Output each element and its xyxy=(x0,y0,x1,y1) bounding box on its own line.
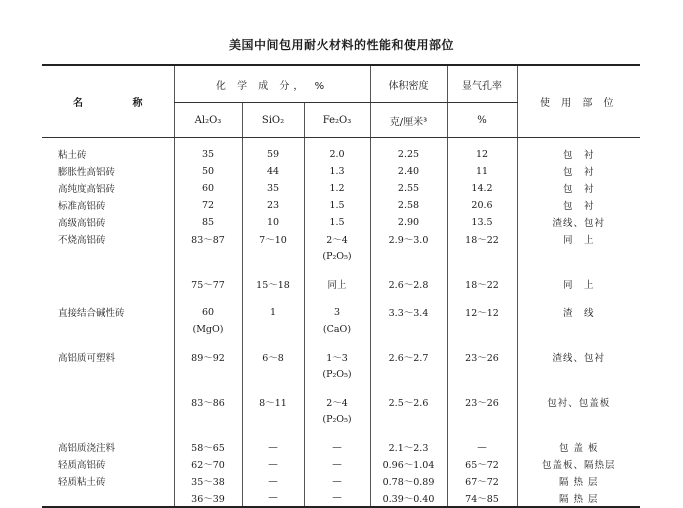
cell-usage: 渣 线 xyxy=(517,304,640,321)
cell-porosity: 23～26 xyxy=(447,394,517,411)
cell-al2o3: 89～92 xyxy=(174,349,242,366)
cell-sio2: — xyxy=(242,456,304,473)
cell-porosity xyxy=(447,248,517,265)
cell-fe2o3: 2.0 xyxy=(304,146,370,163)
header-chem: 化 学 成 分， % xyxy=(174,65,370,103)
cell-density: 2.90 xyxy=(370,214,447,231)
cell-name: 高级高铝砖 xyxy=(58,218,106,229)
cell-name xyxy=(42,248,174,265)
cell-density xyxy=(370,366,447,383)
table-row xyxy=(42,366,640,383)
cell-al2o3: 72 xyxy=(174,197,242,214)
header-density: 体积密度 xyxy=(370,65,447,103)
cell-al2o3: 35 xyxy=(174,146,242,163)
cell-name xyxy=(42,411,174,428)
header-name-right: 称 xyxy=(132,98,143,109)
cell-usage xyxy=(517,248,640,265)
cell-name: 标准高铝砖 xyxy=(58,201,106,212)
cell-sio2: 6～8 xyxy=(242,349,304,366)
table-row xyxy=(42,349,640,366)
cell-sio2: 7～10 xyxy=(242,231,304,248)
cell-usage: 包 衬 xyxy=(517,163,640,180)
cell-usage: 渣线、包衬 xyxy=(517,214,640,231)
cell-porosity xyxy=(447,366,517,383)
header-usage: 使 用 部 位 xyxy=(517,65,640,138)
cell-al2o3: 35～38 xyxy=(174,473,242,490)
cell-density: 2.5～2.6 xyxy=(370,394,447,411)
cell-usage: 同 上 xyxy=(517,276,640,293)
cell-al2o3: 60 xyxy=(174,304,242,321)
gap-row xyxy=(42,383,640,394)
cell-usage: 包 盖 板 xyxy=(517,439,640,456)
cell-name: 不烧高铝砖 xyxy=(58,235,106,246)
cell-name: 膨胀性高铝砖 xyxy=(58,167,116,178)
table-row xyxy=(42,411,640,428)
cell-porosity: 11 xyxy=(447,163,517,180)
cell-usage: 渣线、包衬 xyxy=(517,349,640,366)
cell-al2o3: 83～87 xyxy=(174,231,242,248)
cell-density xyxy=(370,248,447,265)
cell-name: 高铝质浇注料 xyxy=(58,443,116,454)
cell-porosity xyxy=(447,411,517,428)
cell-name: 高铝质可塑料 xyxy=(58,353,116,364)
cell-usage: 包衬、包盖板 xyxy=(517,394,640,411)
header-porosity: 显气孔率 xyxy=(447,65,517,103)
cell-name: 直接结合碱性砖 xyxy=(58,308,125,319)
cell-sio2: 35 xyxy=(242,180,304,197)
gap-row xyxy=(42,265,640,276)
table-row xyxy=(42,473,640,490)
cell-usage xyxy=(517,366,640,383)
cell-usage: 包盖板、隔热层 xyxy=(517,456,640,473)
cell-fe2o3: — xyxy=(304,473,370,490)
cell-fe2o3: 1.3 xyxy=(304,163,370,180)
header-porosity-unit: % xyxy=(447,103,517,138)
cell-porosity: 23～26 xyxy=(447,349,517,366)
cell-density xyxy=(370,411,447,428)
table-row xyxy=(42,394,640,411)
cell-fe2o3: — xyxy=(304,490,370,507)
cell-density: 0.96～1.04 xyxy=(370,456,447,473)
header-density-unit: 克/厘米³ xyxy=(370,103,447,138)
header-sio2: SiO₂ xyxy=(242,103,304,138)
cell-density: 2.9～3.0 xyxy=(370,231,447,248)
cell-density: 3.3～3.4 xyxy=(370,304,447,321)
cell-porosity: 74～85 xyxy=(447,490,517,507)
cell-sio2: 10 xyxy=(242,214,304,231)
cell-porosity: 12 xyxy=(447,146,517,163)
cell-density: 0.78～0.89 xyxy=(370,473,447,490)
cell-name xyxy=(42,366,174,383)
cell-fe2o3: (CaO) xyxy=(304,321,370,338)
table-row xyxy=(42,439,640,456)
cell-al2o3: 60 xyxy=(174,180,242,197)
cell-porosity: 13.5 xyxy=(447,214,517,231)
cell-fe2o3: (P₂O₅) xyxy=(304,411,370,428)
table-row xyxy=(42,490,640,507)
cell-name: 轻质高铝砖 xyxy=(58,460,106,471)
cell-al2o3: 83～86 xyxy=(174,394,242,411)
cell-name: 高纯度高铝砖 xyxy=(58,184,116,195)
table-row xyxy=(42,197,640,214)
cell-porosity: 65～72 xyxy=(447,456,517,473)
cell-density: 0.39～0.40 xyxy=(370,490,447,507)
cell-al2o3: 62～70 xyxy=(174,456,242,473)
cell-sio2: 59 xyxy=(242,146,304,163)
table-row xyxy=(42,321,640,338)
cell-sio2: 8～11 xyxy=(242,394,304,411)
cell-name xyxy=(42,321,174,338)
header-fe2o3: Fe₂O₃ xyxy=(304,103,370,138)
cell-al2o3: 58～65 xyxy=(174,439,242,456)
cell-al2o3 xyxy=(174,411,242,428)
cell-density: 2.6～2.7 xyxy=(370,349,447,366)
cell-porosity: 20.6 xyxy=(447,197,517,214)
table-row xyxy=(42,180,640,197)
gap-row xyxy=(42,428,640,439)
cell-usage: 包 衬 xyxy=(517,146,640,163)
cell-usage: 隔 热 层 xyxy=(517,473,640,490)
table-row xyxy=(42,456,640,473)
cell-sio2: 1 xyxy=(242,304,304,321)
cell-fe2o3: (P₂O₅) xyxy=(304,248,370,265)
cell-fe2o3: 1.5 xyxy=(304,197,370,214)
cell-sio2: 23 xyxy=(242,197,304,214)
cell-fe2o3: 1.2 xyxy=(304,180,370,197)
table-title: 美国中间包用耐火材料的性能和使用部位 xyxy=(228,38,454,52)
table-row xyxy=(42,304,640,321)
table-row xyxy=(42,163,640,180)
table-row xyxy=(42,231,640,248)
cell-usage: 同 上 xyxy=(517,231,640,248)
cell-fe2o3: 1～3 xyxy=(304,349,370,366)
cell-sio2: — xyxy=(242,490,304,507)
cell-al2o3: 36～39 xyxy=(174,490,242,507)
cell-al2o3: (MgO) xyxy=(174,321,242,338)
cell-density xyxy=(370,321,447,338)
cell-density: 2.40 xyxy=(370,163,447,180)
cell-usage: 包 衬 xyxy=(517,197,640,214)
cell-fe2o3: 3 xyxy=(304,304,370,321)
header-name xyxy=(42,65,174,138)
table-row xyxy=(42,248,640,265)
cell-density: 2.6～2.8 xyxy=(370,276,447,293)
cell-name xyxy=(42,394,174,411)
cell-porosity: 12～12 xyxy=(447,304,517,321)
cell-porosity: — xyxy=(447,439,517,456)
cell-usage: 包 衬 xyxy=(517,180,640,197)
cell-sio2 xyxy=(242,411,304,428)
table-row xyxy=(42,276,640,293)
cell-fe2o3: (P₂O₅) xyxy=(304,366,370,383)
cell-usage: 隔 热 层 xyxy=(517,490,640,507)
cell-usage xyxy=(517,321,640,338)
table-row xyxy=(42,146,640,163)
header-row-1 xyxy=(42,65,640,103)
table-row xyxy=(42,214,640,231)
cell-sio2: 44 xyxy=(242,163,304,180)
cell-usage xyxy=(517,411,640,428)
cell-porosity: 18～22 xyxy=(447,231,517,248)
cell-al2o3: 85 xyxy=(174,214,242,231)
header-name-left: 名 xyxy=(73,98,83,109)
cell-sio2 xyxy=(242,321,304,338)
gap-row xyxy=(42,293,640,304)
cell-fe2o3: — xyxy=(304,439,370,456)
cell-al2o3: 50 xyxy=(174,163,242,180)
cell-density: 2.58 xyxy=(370,197,447,214)
spacer-row xyxy=(42,138,640,146)
cell-density: 2.25 xyxy=(370,146,447,163)
cell-fe2o3: 2～4 xyxy=(304,231,370,248)
cell-sio2: — xyxy=(242,439,304,456)
header-al2o3: Al₂O₃ xyxy=(174,103,242,138)
cell-al2o3 xyxy=(174,366,242,383)
cell-sio2 xyxy=(242,248,304,265)
cell-porosity: 14.2 xyxy=(447,180,517,197)
cell-al2o3: 75～77 xyxy=(174,276,242,293)
cell-fe2o3: — xyxy=(304,456,370,473)
properties-table xyxy=(42,64,640,508)
cell-name xyxy=(42,276,174,293)
cell-fe2o3: 同上 xyxy=(304,276,370,293)
cell-porosity xyxy=(447,321,517,338)
gap-row xyxy=(42,338,640,349)
cell-sio2: — xyxy=(242,473,304,490)
cell-fe2o3: 2～4 xyxy=(304,394,370,411)
cell-sio2: 15～18 xyxy=(242,276,304,293)
cell-density: 2.55 xyxy=(370,180,447,197)
cell-name: 粘土砖 xyxy=(58,150,87,161)
cell-porosity: 67～72 xyxy=(447,473,517,490)
cell-density: 2.1～2.3 xyxy=(370,439,447,456)
cell-name: 轻质粘土砖 xyxy=(58,477,106,488)
cell-al2o3 xyxy=(174,248,242,265)
table-body xyxy=(42,138,640,507)
cell-porosity: 18～22 xyxy=(447,276,517,293)
cell-sio2 xyxy=(242,366,304,383)
cell-fe2o3: 1.5 xyxy=(304,214,370,231)
cell-name xyxy=(42,490,174,507)
